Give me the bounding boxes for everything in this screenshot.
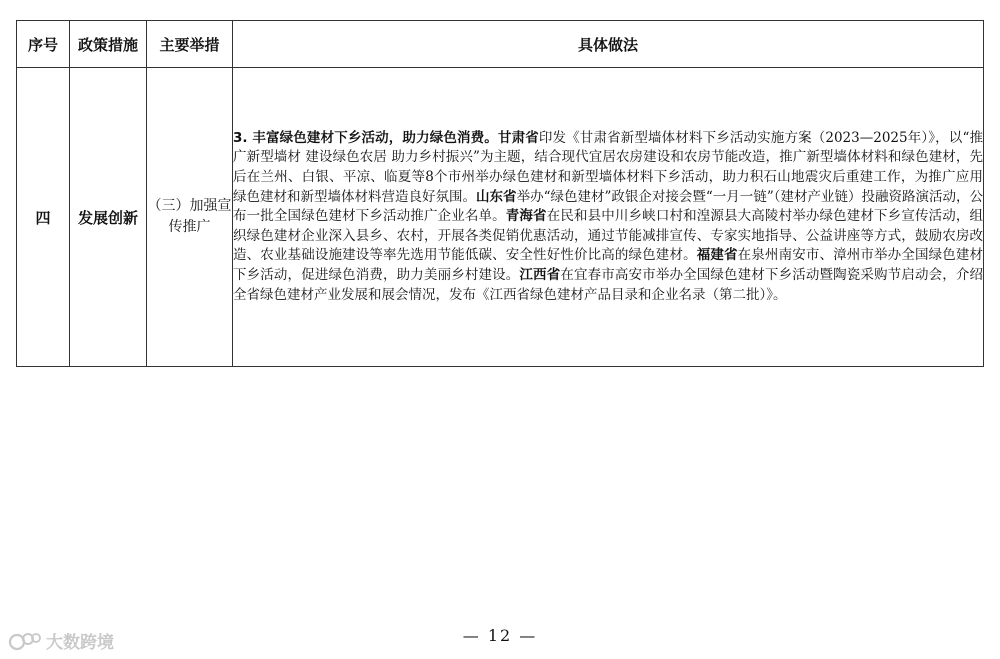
detail-text-qinghai: 在民和县中川乡峡口村和湟源县大高陵村举办绿色建材下乡宣传活动，组织绿色建材企业深入县乡、农村，开展各类促销优惠活动，通过节能减排宣传、专家实地指导、公益讲座等方式，鼓励农房改造、农业基础设施建设等率先选用节能低碳、安全性好性价比高的绿色建材。 <box>233 208 984 264</box>
header-policy: 政策措施 <box>70 21 147 68</box>
detail-paragraph <box>233 127 983 307</box>
detail-text-shandong: 举办“绿色建材”政银企对接会暨“一月一链”（建材产业链）投融资路演活动，公布一批全国绿色建材下乡活动推广企业名单。 <box>233 188 984 225</box>
detail-heading: 3. 丰富绿色建材下乡活动，助力绿色消费。 <box>233 129 498 146</box>
cell-detail <box>233 68 984 367</box>
detail-text-gansu: 印发《甘肃省新型墙体材料下乡活动实施方案（2023—2025年）》，以“推广新型墙材 建设绿色农居 助力乡村振兴”为主题，结合现代宜居农房建设和农房节能改造，推广新型墙体材料和绿色建材，先后在兰州、白银、平凉、临夏等8个市州举办绿色建材和新型墙体材料下乡活动，助力积石山地震灾后重建工作，为推广应用绿色建材和新型墙体材料营造良好氛围。 <box>233 129 983 205</box>
table-row <box>17 68 984 367</box>
header-no: 序号 <box>17 21 70 68</box>
province-qinghai: 青海省 <box>505 208 547 225</box>
header-detail: 具体做法 <box>233 21 984 68</box>
province-gansu: 甘肃省 <box>497 129 539 146</box>
header-measure: 主要举措 <box>147 21 233 68</box>
table-header-row <box>17 21 984 68</box>
cell-policy: 发展创新 <box>70 68 147 367</box>
cell-serial-number: 四 <box>17 68 70 367</box>
province-fujian: 福建省 <box>696 247 738 264</box>
province-shandong: 山东省 <box>476 188 517 205</box>
province-jiangxi: 江西省 <box>519 266 561 283</box>
policy-table <box>16 20 984 367</box>
watermark <box>8 628 114 653</box>
brand-logo-icon <box>8 630 42 652</box>
page-number: — 12 — <box>462 626 538 645</box>
detail-text-jiangxi: 在宜春市高安市举办全国绿色建材下乡活动暨陶瓷采购节启动会，介绍全省绿色建材产业发展和展会情况，发布《江西省绿色建材产品目录和企业名录（第二批）》。 <box>233 266 984 303</box>
watermark-text: 大数跨境 <box>46 633 114 653</box>
detail-text-fujian: 在泉州南安市、漳州市举办全国绿色建材下乡活动，促进绿色消费，助力美丽乡村建设。 <box>233 247 984 283</box>
cell-measure: （三）加强宣传推广 <box>147 68 233 367</box>
